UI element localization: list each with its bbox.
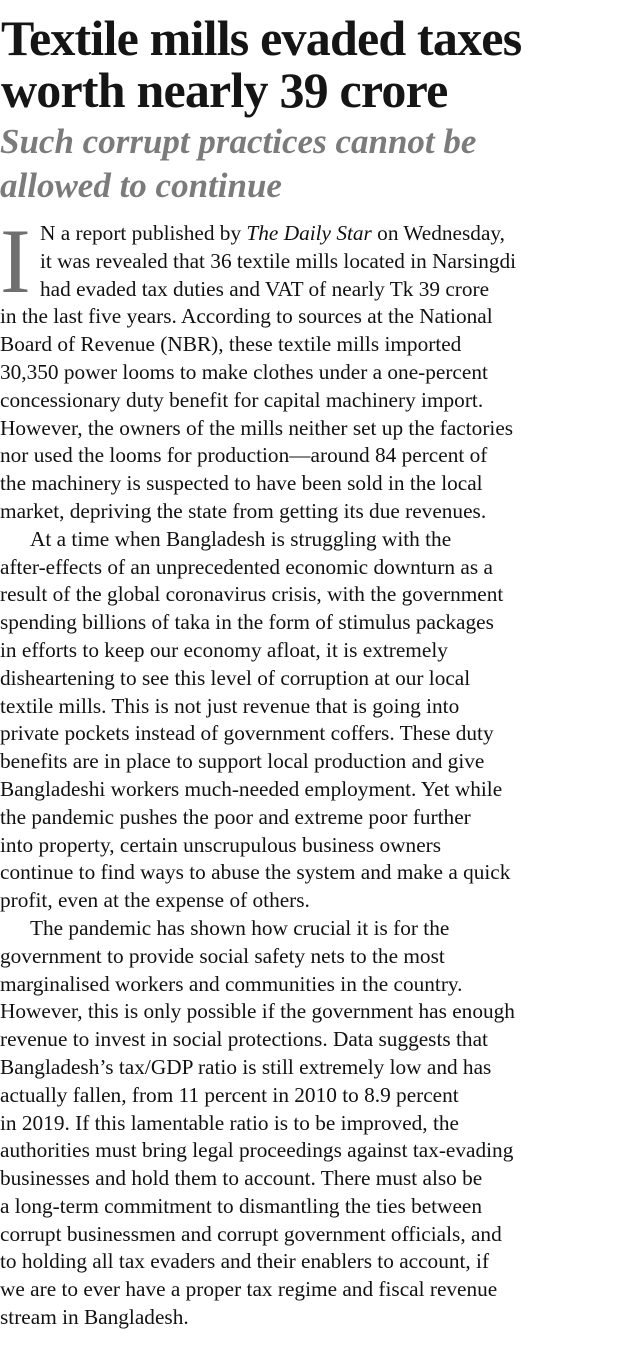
- body-line: in the last five years. According to sources at the National: [0, 304, 493, 329]
- body-line: stream in Bangladesh.: [0, 1305, 189, 1330]
- drop-cap: I: [0, 210, 31, 312]
- body-line: businesses and hold them to account. There must also be: [0, 1166, 483, 1191]
- body-line: the pandemic pushes the poor and extreme poor further: [0, 804, 471, 829]
- headline-line-2: worth nearly 39 crore: [1, 62, 448, 118]
- body-line: government to provide social safety nets to the most: [0, 943, 445, 968]
- body-line: a long-term commitment to dismantling the ties between: [0, 1193, 483, 1218]
- body-line: corrupt businessmen and corrupt government officials, and: [0, 1221, 502, 1246]
- body-line: the machinery is suspected to have been sold in the local: [0, 471, 483, 496]
- body-line: into property, certain unscrupulous business owners: [0, 832, 442, 857]
- subheadline: [0, 120, 629, 208]
- body-line: it was revealed that 36 textile mills located in Narsingdi: [40, 248, 517, 273]
- body-line: disheartening to see this level of corruption at our local: [0, 665, 471, 690]
- body-line: had evaded tax duties and VAT of nearly Tk 39 crore: [40, 276, 490, 301]
- body-line: spending billions of taka in the form of stimulus packages: [0, 610, 494, 635]
- body-line: market, depriving the state from getting its due revenues.: [0, 498, 487, 523]
- body-line: to holding all tax evaders and their enablers to account, if: [0, 1249, 490, 1274]
- body-line: profit, even at the expense of others.: [0, 888, 310, 913]
- body-line: after-effects of an unprecedented economic downturn as a: [0, 554, 493, 579]
- body-text-segment: on Wednesday,: [371, 221, 505, 245]
- publication-name: The Daily Star: [246, 221, 372, 245]
- paragraph-2: [0, 526, 629, 915]
- body-line: revenue to invest in social protections. Data suggests that: [0, 1027, 488, 1052]
- headline: [0, 0, 629, 116]
- body-text-segment: N a report published by: [40, 221, 247, 245]
- paragraph-1: [0, 210, 629, 526]
- body-line: textile mills. This is not just revenue that is going into: [0, 693, 460, 718]
- subheadline-line-2: allowed to continue: [0, 166, 282, 205]
- body-line: Board of Revenue (NBR), these textile mills imported: [0, 332, 462, 357]
- body-line: continue to find ways to abuse the system and make a quick: [0, 860, 511, 885]
- body-line: The pandemic has shown how crucial it is for the: [30, 915, 450, 940]
- body-line: concessionary duty benefit for capital machinery import.: [0, 387, 484, 412]
- body-line: private pockets instead of government coffers. These duty: [0, 721, 494, 746]
- body-line: 30,350 power looms to make clothes under a one-percent: [0, 359, 488, 384]
- body-line: benefits are in place to support local production and give: [0, 749, 485, 774]
- body-line: in efforts to keep our economy afloat, it is extremely: [0, 637, 448, 662]
- body-line: At a time when Bangladesh is struggling with the: [30, 526, 452, 551]
- body-line: However, the owners of the mills neither set up the factories: [0, 415, 514, 440]
- body-line: nor used the looms for production—around 84 percent of: [0, 443, 488, 468]
- body-line: actually fallen, from 11 percent in 2010 to 8.9 percent: [0, 1082, 459, 1107]
- body-line: Bangladeshi workers much-needed employment. Yet while: [0, 776, 503, 801]
- body-line: However, this is only possible if the government has enough: [0, 999, 515, 1024]
- headline-line-1: Textile mills evaded taxes: [1, 10, 522, 66]
- article-body: [0, 210, 629, 1332]
- body-line: marginalised workers and communities in the country.: [0, 971, 463, 996]
- body-line: authorities must bring legal proceedings against tax-evading: [0, 1138, 514, 1163]
- body-line: we are to ever have a proper tax regime and fiscal revenue: [0, 1277, 498, 1302]
- subheadline-line-1: Such corrupt practices cannot be: [0, 122, 477, 161]
- body-line: Bangladesh’s tax/GDP ratio is still extremely low and has: [0, 1054, 492, 1079]
- body-line: in 2019. If this lamentable ratio is to be improved, the: [0, 1110, 459, 1135]
- body-line: result of the global coronavirus crisis, with the government: [0, 582, 504, 607]
- body-line: [0, 220, 629, 248]
- paragraph-3: [0, 915, 629, 1332]
